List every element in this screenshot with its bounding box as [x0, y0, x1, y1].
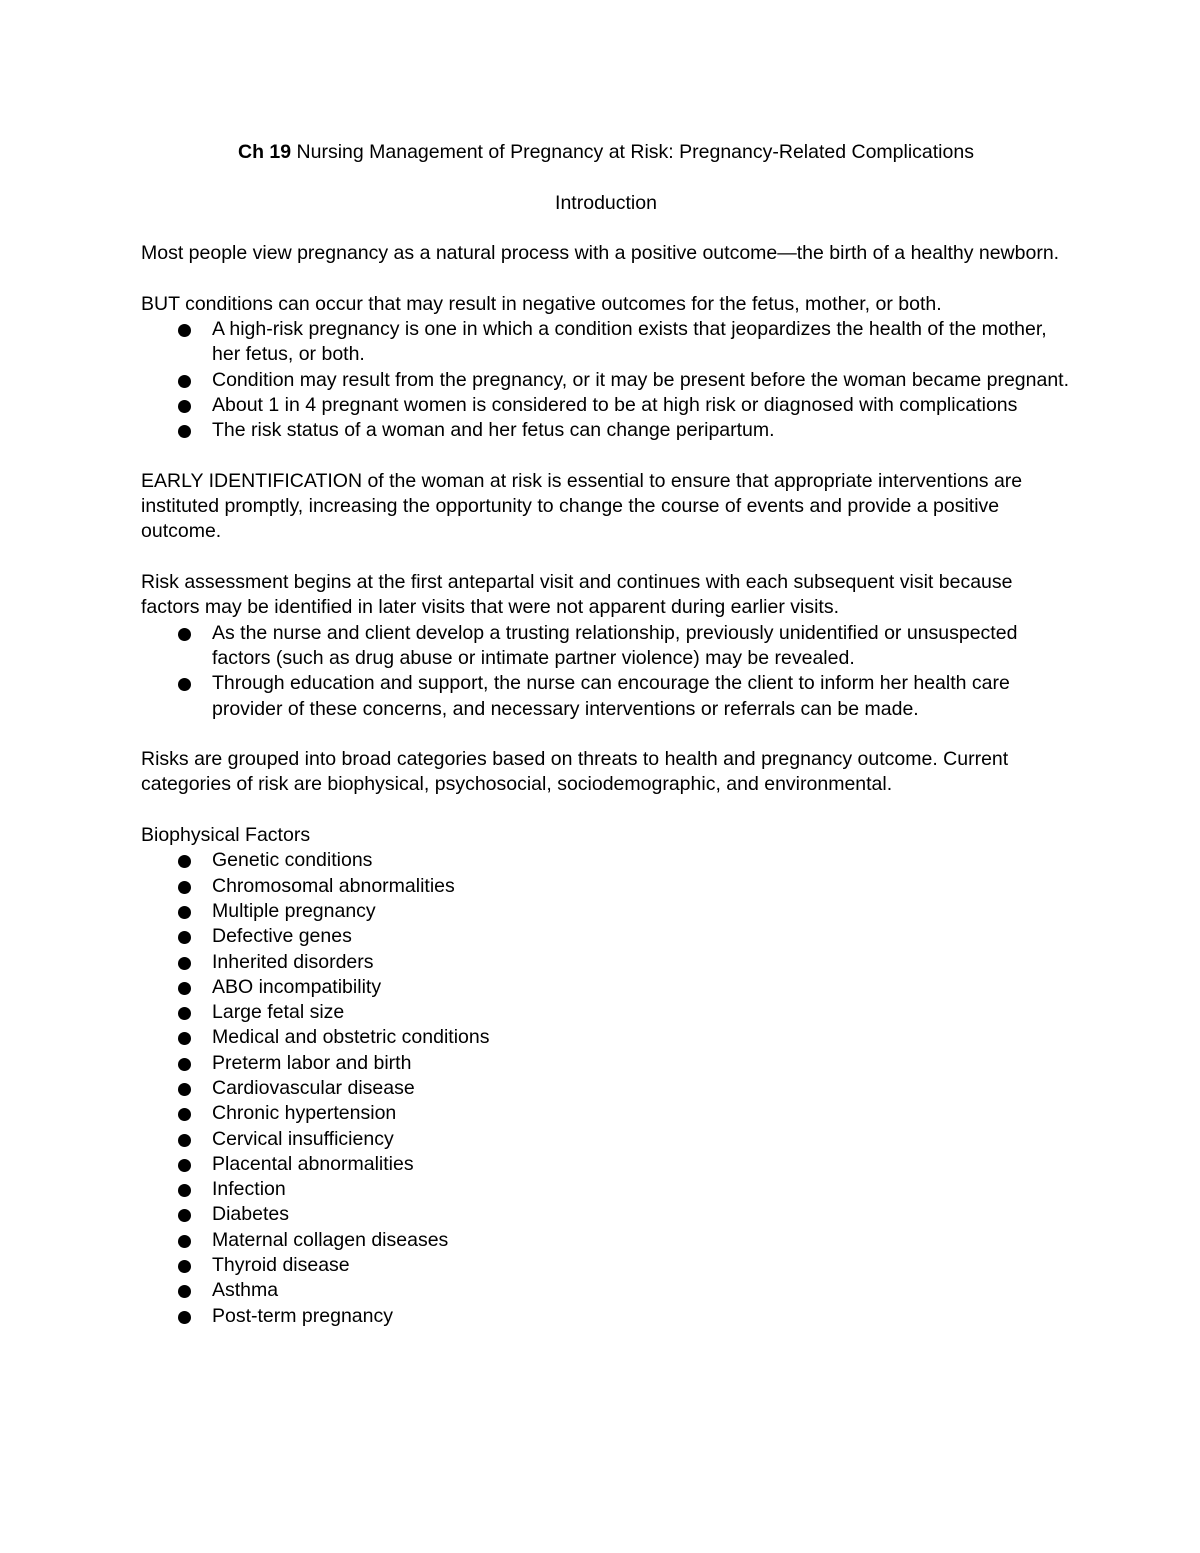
list-item-text: Post-term pregnancy — [212, 1304, 393, 1327]
paragraph-early-identification: EARLY IDENTIFICATION of the woman at risk is essential to ensure that appropriate interventions are instituted promptly, increasing the opportunity to change the course of events and provide a positive outcome. — [141, 469, 1023, 543]
list-item — [141, 1152, 1071, 1177]
list-item — [141, 393, 1071, 418]
bullet-icon — [178, 1007, 191, 1020]
bullet-icon — [178, 1285, 191, 1298]
bullet-icon — [178, 400, 191, 413]
list-item-text: Cervical insufficiency — [212, 1127, 394, 1150]
paragraph-conditions: BUT conditions can occur that may result in negative outcomes for the fetus, mother, or both. — [141, 292, 942, 315]
bullet-icon — [178, 906, 191, 919]
paragraph-risk-assessment: Risk assessment begins at the first antepartal visit and continues with each subsequent visit because factors may be identified in later visits that were not apparent during earlier visits. — [141, 571, 1013, 619]
bullet-icon — [178, 982, 191, 995]
list-item — [141, 1304, 1071, 1329]
list-item-text: The risk status of a woman and her fetus can change peripartum. — [212, 419, 775, 442]
bullet-icon — [178, 957, 191, 970]
document-page — [141, 140, 1071, 1329]
list-item — [141, 1051, 1071, 1076]
bullet-icon — [178, 931, 191, 944]
list-item — [141, 1000, 1071, 1025]
paragraph-risk-categories: Risks are grouped into broad categories based on threats to health and pregnancy outcome. Current categories of risk are biophysical, psychosocial, sociodemographic, and environmental. — [141, 748, 1009, 796]
list-nurse-client — [141, 621, 1071, 722]
list-item — [141, 950, 1071, 975]
list-high-risk — [141, 317, 1071, 443]
bullet-icon — [178, 1159, 191, 1172]
list-item-text: Diabetes — [212, 1203, 289, 1226]
list-item — [141, 1228, 1071, 1253]
document-title — [141, 140, 1071, 165]
list-item-text: About 1 in 4 pregnant women is considered to be at high risk or diagnosed with complications — [212, 393, 1018, 416]
bullet-icon — [178, 1108, 191, 1121]
list-item — [141, 848, 1071, 873]
list-item-text: Infection — [212, 1178, 286, 1201]
bullet-icon — [178, 628, 191, 641]
list-item — [141, 1278, 1071, 1303]
list-item — [141, 621, 1071, 672]
list-item-text: Defective genes — [212, 925, 352, 948]
bullet-icon — [178, 1209, 191, 1222]
list-item-text: A high-risk pregnancy is one in which a condition exists that jeopardizes the health of the mother, her fetus, or both. — [212, 318, 1047, 366]
bullet-icon — [178, 1311, 191, 1324]
list-item-text: Large fetal size — [212, 1001, 345, 1024]
bullet-icon — [178, 1058, 191, 1071]
bullet-icon — [178, 1260, 191, 1273]
list-item — [141, 1101, 1071, 1126]
list-item — [141, 1177, 1071, 1202]
bullet-icon — [178, 881, 191, 894]
list-item — [141, 1127, 1071, 1152]
intro-heading: Introduction — [555, 191, 657, 214]
list-item-text: Maternal collagen diseases — [212, 1228, 449, 1251]
title-chapter: Ch 19 — [238, 141, 292, 163]
bullet-icon — [178, 855, 191, 868]
bullet-icon — [178, 425, 191, 438]
bullet-icon — [178, 1235, 191, 1248]
list-item — [141, 874, 1071, 899]
list-item-text: Cardiovascular disease — [212, 1076, 415, 1099]
bullet-icon — [178, 375, 191, 388]
list-item — [141, 975, 1071, 1000]
list-item-text: Chronic hypertension — [212, 1102, 397, 1125]
bullet-icon — [178, 1134, 191, 1147]
title-text: Nursing Management of Pregnancy at Risk: Pregnancy-Related Complications — [291, 141, 974, 163]
list-item — [141, 899, 1071, 924]
list-item-text: Preterm labor and birth — [212, 1051, 412, 1074]
list-item-text: As the nurse and client develop a trusting relationship, previously unidentified or unsuspected factors (such as drug abuse or intimate partner violence) may be revealed. — [212, 621, 1018, 669]
list-item-text: Condition may result from the pregnancy, or it may be present before the woman became pregnant. — [212, 368, 1070, 391]
list-item-text: Through education and support, the nurse can encourage the client to inform her health care provider of these concerns, and necessary interventions or referrals can be made. — [212, 672, 1010, 720]
list-item — [141, 317, 1071, 368]
list-item-text: Multiple pregnancy — [212, 899, 376, 922]
list-item-text: Asthma — [212, 1279, 279, 1302]
list-item-text: ABO incompatibility — [212, 975, 382, 998]
bullet-icon — [178, 1184, 191, 1197]
list-item-text: Genetic conditions — [212, 849, 373, 872]
list-item-text: Chromosomal abnormalities — [212, 874, 455, 897]
bullet-icon — [178, 678, 191, 691]
list-item — [141, 1025, 1071, 1050]
list-item — [141, 671, 1071, 722]
list-item-text: Medical and obstetric conditions — [212, 1026, 490, 1049]
list-biophysical-factors — [141, 848, 1071, 1329]
list-item-text: Inherited disorders — [212, 950, 374, 973]
list-item — [141, 924, 1071, 949]
list-item-text: Placental abnormalities — [212, 1152, 414, 1175]
list-item — [141, 1202, 1071, 1227]
list-item — [141, 368, 1071, 393]
bullet-icon — [178, 324, 191, 337]
list-item-text: Thyroid disease — [212, 1254, 350, 1277]
bullet-icon — [178, 1032, 191, 1045]
list-item — [141, 418, 1071, 443]
biophysical-heading: Biophysical Factors — [141, 824, 311, 847]
paragraph-pregnancy-view: Most people view pregnancy as a natural process with a positive outcome—the birth of a healthy newborn. — [141, 242, 1060, 265]
list-item — [141, 1076, 1071, 1101]
list-item — [141, 1253, 1071, 1278]
bullet-icon — [178, 1083, 191, 1096]
